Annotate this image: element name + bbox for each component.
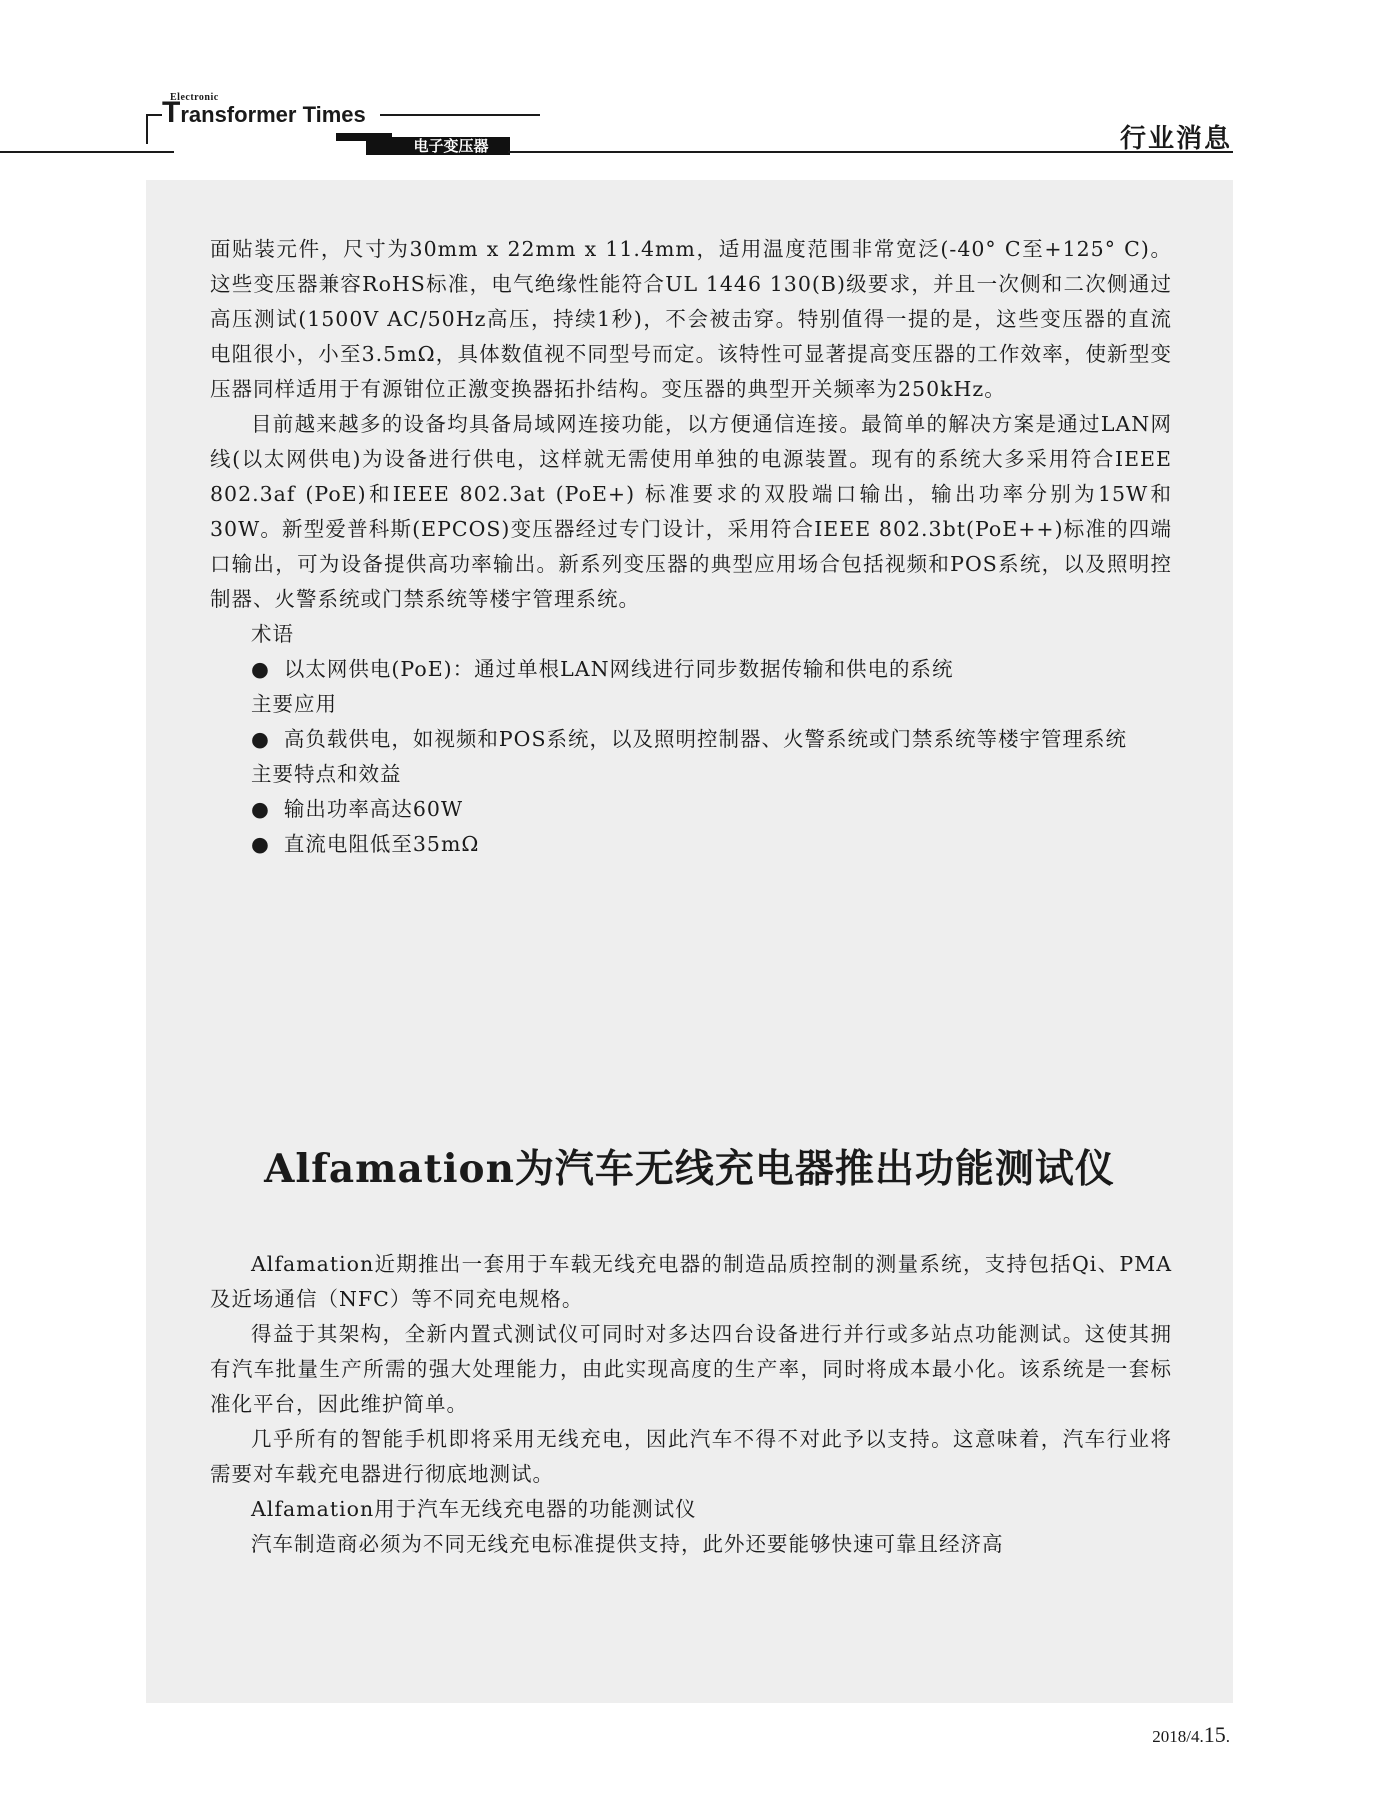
page-folio	[1152, 1722, 1230, 1748]
masthead-title-initial: T	[162, 96, 181, 129]
masthead-title	[162, 96, 366, 130]
terms-heading: 术语	[251, 622, 294, 646]
subheading: Alfamation用于汽车无线充电器的功能测试仪	[251, 1497, 697, 1521]
features-heading: 主要特点和效益	[251, 762, 402, 786]
paragraph: 汽车制造商必须为不同无线充电标准提供支持，此外还要能够快速可靠且经济高	[251, 1532, 1004, 1556]
paragraph: Alfamation近期推出一套用于车载无线充电器的制造品质控制的测量系统，支持包括Qi、PMA及近场通信（NFC）等不同充电规格。	[210, 1252, 1172, 1311]
bullet-icon: ●	[251, 727, 270, 751]
bullet-icon: ●	[251, 832, 270, 856]
article-body	[210, 1247, 1172, 1562]
section-label: 行业消息	[1119, 124, 1232, 154]
masthead-small-text: Electronic	[170, 92, 219, 103]
masthead-rule	[380, 114, 540, 116]
list-item: ● 直流电阻低至35mΩ	[251, 832, 480, 856]
header-rule-left	[0, 151, 174, 153]
masthead-title-rest: ransformer Times	[180, 102, 366, 127]
masthead-cn-label: 电子变压器	[392, 137, 510, 155]
tab-decoration	[336, 133, 366, 141]
list-item: ● 输出功率高达60W	[251, 797, 464, 821]
paragraph: 几乎所有的智能手机即将采用无线充电，因此汽车不得不对此予以支持。这意味着，汽车行业将需要对车载充电器进行彻底地测试。	[210, 1427, 1172, 1486]
list-item: ● 高负载供电，如视频和POS系统，以及照明控制器、火警系统或门禁系统等楼宇管理系统	[251, 727, 1128, 751]
paragraph: 得益于其架构，全新内置式测试仪可同时对多达四台设备进行并行或多站点功能测试。这使其拥有汽车批量生产所需的强大处理能力，由此实现高度的生产率，同时将成本最小化。该系统是一套标准化平台，因此维护简单。	[210, 1322, 1172, 1416]
masthead-cn-tab	[336, 133, 516, 155]
issue-date: 2018/4.	[1152, 1727, 1204, 1746]
bullet-icon: ●	[251, 657, 270, 681]
masthead-rule	[146, 114, 162, 116]
applications-heading: 主要应用	[251, 692, 337, 716]
page-number: 15	[1203, 1722, 1226, 1747]
list-item: ● 以太网供电(PoE)：通过单根LAN网线进行同步数据传输和供电的系统	[251, 657, 954, 681]
article-title: Alfamation为汽车无线充电器推出功能测试仪	[264, 1146, 1115, 1192]
masthead-rule	[146, 114, 148, 144]
paragraph: 面贴装元件，尺寸为30mm x 22mm x 11.4mm，适用温度范围非常宽泛(-40° C至+125° C)。这些变压器兼容RoHS标准，电气绝缘性能符合UL 1446 130(B)级要求，并且一次侧和二次侧通过高压测试(1500V AC/50Hz高压，持续1秒)，不会被击穿。特别值得一提的是，这些变压器的直流电阻很小，小至3.5mΩ，具体数值视不同型号而定。该特性可显著提高变压器的工作效率，使新型变压器同样适用于有源钳位正激变换器拓扑结构。变压器的典型开关频率为250kHz。	[210, 237, 1172, 401]
page-number-suffix: .	[1225, 1727, 1230, 1746]
paragraph: 目前越来越多的设备均具备局域网连接功能，以方便通信连接。最简单的解决方案是通过LAN网线(以太网供电)为设备进行供电，这样就无需使用单独的电源装置。现有的系统大多采用符合IEEE 802.3af (PoE)和IEEE 802.3at (PoE+) 标准要求的双股端口输出，输出功率分别为15W和30W。新型爱普科斯(EPCOS)变压器经过专门设计，采用符合IEEE 802.3bt(PoE++)标准的四端口输出，可为设备提供高功率输出。新系列变压器的典型应用场合包括视频和POS系统，以及照明控制器、火警系统或门禁系统等楼宇管理系统。	[210, 412, 1172, 611]
article-continued	[210, 232, 1172, 862]
bullet-icon: ●	[251, 797, 270, 821]
tab-decoration	[366, 133, 392, 155]
